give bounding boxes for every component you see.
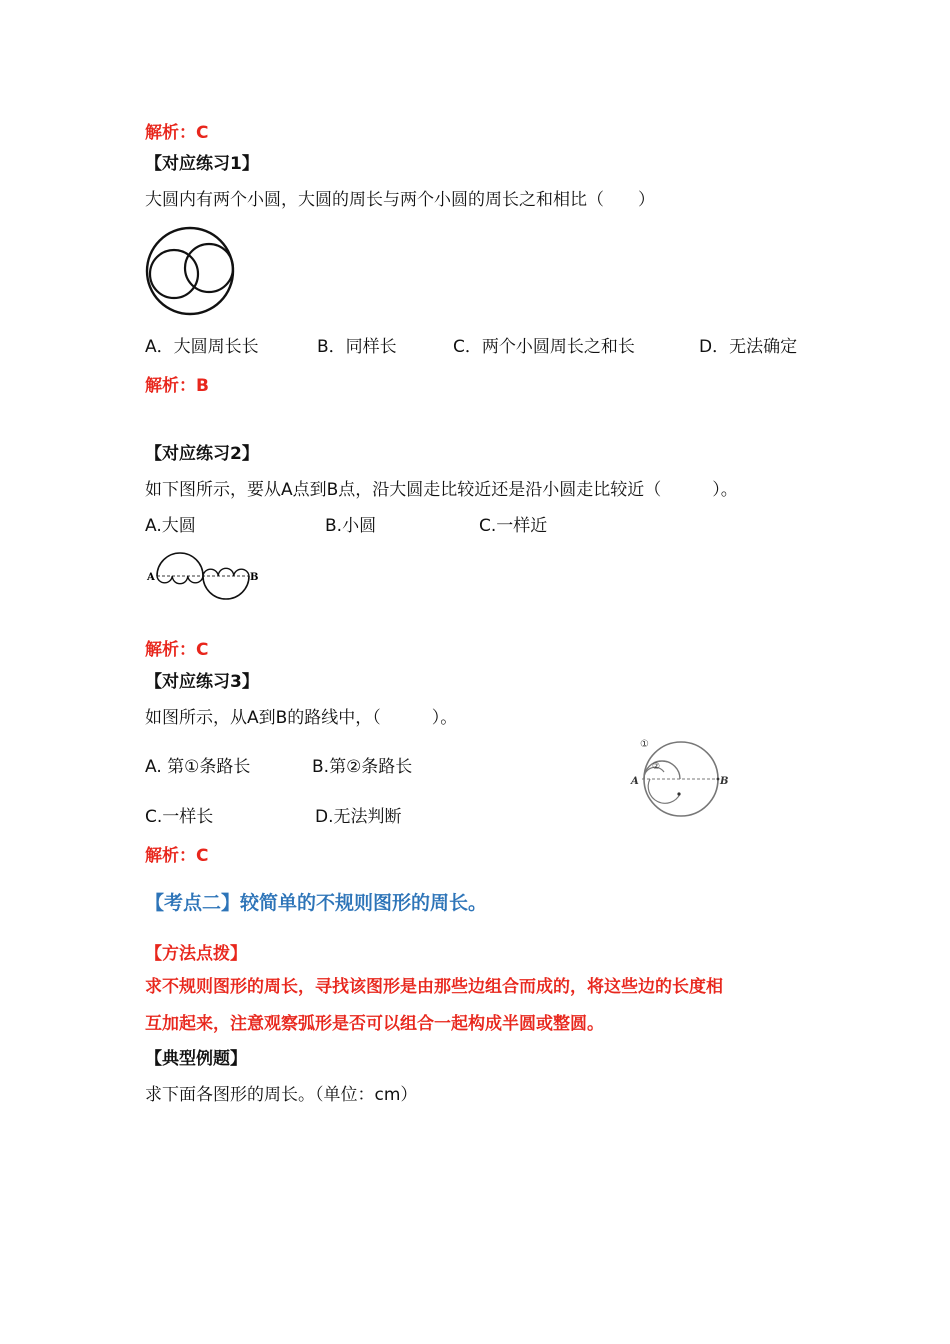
practice1-circles-figure	[143, 224, 237, 318]
example-question: 求下面各图形的周长。（单位：cm）	[145, 1085, 418, 1105]
section2-title: 【考点二】较简单的不规则图形的周长。	[145, 892, 488, 914]
example-heading: 【典型例题】	[145, 1049, 247, 1069]
small-arcs-lower	[157, 576, 203, 584]
route-big-circle	[644, 742, 718, 816]
method-line-2: 互加起来，注意观察弧形是否可以组合一起构成半圆或整圆。	[145, 1014, 604, 1034]
practice2-path-figure	[145, 548, 265, 608]
practice3-option-b: B.第②条路长	[312, 757, 413, 777]
route-end-dot	[717, 778, 720, 781]
practice3-option-d: D.无法判断	[315, 807, 402, 827]
practice3-question: 如图所示，从A到B的路线中，（ ）。	[145, 708, 458, 728]
big-arc-upper	[157, 553, 203, 576]
practice2-answer: 解析：C	[145, 640, 209, 660]
practice1-option-a: A．大圆周长长	[145, 337, 259, 357]
label-b: B	[250, 572, 259, 583]
practice1-answer: 解析：B	[145, 376, 209, 396]
route2-lower-arc	[648, 779, 680, 803]
practice2-heading: 【对应练习2】	[145, 444, 259, 464]
example-answer: 解析：C	[145, 123, 209, 143]
route2-label: ②	[652, 762, 661, 772]
label-a: A	[147, 572, 155, 583]
practice1-option-b: B．同样长	[317, 337, 397, 357]
practice3-answer: 解析：C	[145, 846, 209, 866]
practice1-option-d: D．无法确定	[699, 337, 798, 357]
small-arcs-upper	[203, 568, 249, 576]
practice3-option-a: A. 第①条路长	[145, 757, 251, 777]
route-label-a: A	[631, 776, 639, 787]
practice1-heading: 【对应练习1】	[145, 154, 259, 174]
practice2-option-b: B.小圆	[325, 516, 377, 536]
practice3-option-c: C.一样长	[145, 807, 214, 827]
practice3-heading: 【对应练习3】	[145, 672, 259, 692]
small-circle-right	[185, 244, 233, 292]
practice1-question: 大圆内有两个小圆，大圆的周长与两个小圆的周长之和相比（ ）	[145, 190, 655, 210]
method-line-1: 求不规则图形的周长，寻找该图形是由那些边组合而成的，将这些边的长度相	[145, 977, 723, 997]
method-heading: 【方法点拨】	[145, 944, 247, 964]
small-circle-left	[150, 250, 198, 298]
practice1-option-c: C．两个小圆周长之和长	[453, 337, 635, 357]
practice3-routes-figure	[628, 736, 732, 828]
route-arrow-dot	[677, 792, 680, 795]
practice2-option-a: A.大圆	[145, 516, 196, 536]
big-arc-lower	[203, 576, 249, 599]
route1-label: ①	[640, 739, 649, 750]
practice2-question: 如下图所示，要从A点到B点，沿大圆走比较近还是沿小圆走比较近（ ）。	[145, 480, 738, 500]
large-circle	[147, 228, 233, 314]
route-label-b: B	[720, 776, 729, 787]
practice2-option-c: C.一样近	[479, 516, 548, 536]
